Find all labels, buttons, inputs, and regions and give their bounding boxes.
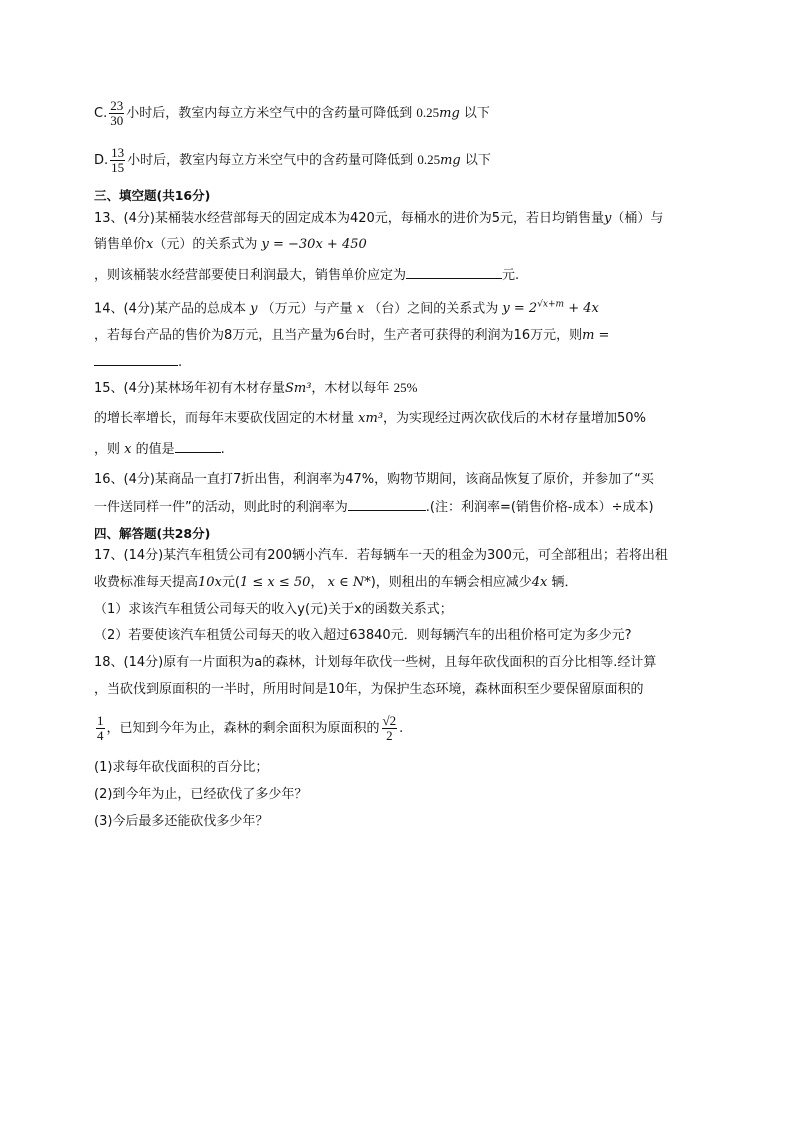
q15-cut: xm³ [358, 411, 384, 426]
q13-line3: ，则该桶装水经营部要使日利润最大，销售单价应定为 元. [94, 268, 520, 283]
q14-answer-blank[interactable] [94, 353, 178, 366]
section-title-fill-blank: 三、填空题(共16分) [94, 188, 211, 203]
q17-line1: 17、(14分)某汽车租赁公司有200辆小汽车．若每辆车一天的租金为300元，可全部租出；若将出租 [94, 548, 668, 563]
q13-line2: 销售单价x（元）的关系式为 y = −30x + 450 [94, 237, 367, 252]
option-c-label: C. [94, 106, 108, 121]
q13-formula: y = −30x + 450 [261, 237, 367, 252]
q16-line2: 一件送同样一件”的活动，则此时的利润率为 .(注：利润率=(销售价格-成本）÷成本) [94, 500, 654, 515]
q14-line1: 14、(4分)某产品的总成本 y （万元）与产量 x （台）之间的关系式为 $y = 2^{√x+m} + 4x$ [94, 300, 599, 317]
option-d-label: D. [94, 153, 109, 168]
q14-formula: $y = 2^{√x+m} + 4x$ [502, 300, 599, 317]
q15-line2: 的增长率增长，而每年末要砍伐固定的木材量 xm³，为实现经过两次砍伐后的木材存量增加50% [94, 411, 646, 426]
q18-fraction-quarter: $\frac{1}{4}$ [97, 713, 104, 743]
q18-line1: 18、(14分)原有一片面积为a的森林，计划每年砍伐一些树，且每年砍伐面积的百分比相等.经计算 [94, 655, 657, 670]
option-d-fraction: $\frac{13}{15}$ [111, 145, 125, 175]
option-c-text: 小时后，教室内每立方米空气中的含药量可降低到 [126, 106, 413, 121]
option-c-suffix: 以下 [463, 106, 490, 121]
q16-answer-blank[interactable] [348, 498, 426, 511]
q18-sub3: (3)今后最多还能砍伐多少年？ [94, 814, 269, 829]
q15-line1: 15、(4分)某林场年初有木材存量Sm³，木材以每年 25% [94, 380, 418, 396]
q14-var-y: y [250, 301, 258, 317]
option-d-text: 小时后，教室内每立方米空气中的含药量可降低到 [127, 153, 414, 168]
q13-answer-blank[interactable] [406, 266, 502, 279]
option-c [94, 99, 490, 128]
q13-var-x: x [146, 237, 154, 252]
q14-var-x: x [356, 301, 365, 317]
q17-domain: x ∈ N* [327, 575, 371, 590]
q15-answer-blank[interactable] [175, 440, 221, 453]
q14-var-m: m = [582, 328, 610, 343]
q15-line3: ，则 x 的值是 . [94, 442, 225, 457]
option-d-unit: mg [440, 153, 461, 168]
option-d-suffix: 以下 [464, 153, 491, 168]
q17-sub1: （1）求该汽车租赁公司每天的收入y(元)关于x的函数关系式； [94, 602, 453, 617]
q16-line1: 16、(4分)某商品一直打7折出售，利润率为47%，购物节期间，该商品恢复了原价，并参加了“买 [94, 472, 654, 487]
q15-var-x: x [124, 442, 132, 457]
q15-stock: Sm³ [284, 381, 312, 396]
q13-line1: 13、(4分)某桶装水经营部每天的固定成本为420元，每桶水的进价为5元，若日均销售量y（桶）与 [94, 211, 664, 226]
q14-line2: ，若每台产品的售价为8万元，且当产量为6台时，生产者可获得的利润为16万元，则m = [94, 328, 610, 343]
option-c-value: 0.25 [416, 105, 440, 120]
q17-line2: 收费标准每天提高10x元(1 ≤ x ≤ 50， x ∈ N*)，则租出的车辆会相应减少4x 辆． [94, 575, 578, 590]
q18-fraction-sqrt2-over-2: $\frac{√2}{2}$ [382, 713, 397, 743]
q17-condition: 1 ≤ x ≤ 50 [239, 575, 311, 590]
q18-sub2: (2)到今年为止，已经砍伐了多少年？ [94, 787, 308, 802]
q15-rate: 25% [393, 380, 418, 395]
q17-sub2: （2）若要使该汽车租赁公司每天的收入超过63840元．则每辆汽车的出租价格可定为多少元? [94, 628, 632, 643]
q14-line3: . [94, 353, 182, 372]
section-title-solutions: 四、解答题(共28分) [94, 526, 211, 541]
q18-line2: ，当砍伐到原面积的一半时，所用时间是10年，为保护生态环境，森林面积至少要保留原面积的 [94, 682, 644, 697]
option-c-unit: mg [439, 106, 460, 121]
option-c-fraction: $\frac{23}{30}$ [110, 98, 124, 128]
option-d-value: 0.25 [417, 152, 441, 167]
q18-sub1: (1)求每年砍伐面积的百分比； [94, 760, 269, 775]
q18-line3: $\frac{1}{4}$ ，已知到今年为止，森林的剩余面积为原面积的 $\frac{√2}{2}$ . [97, 713, 404, 743]
option-d [94, 146, 491, 175]
q13-var-y: y [604, 211, 612, 226]
